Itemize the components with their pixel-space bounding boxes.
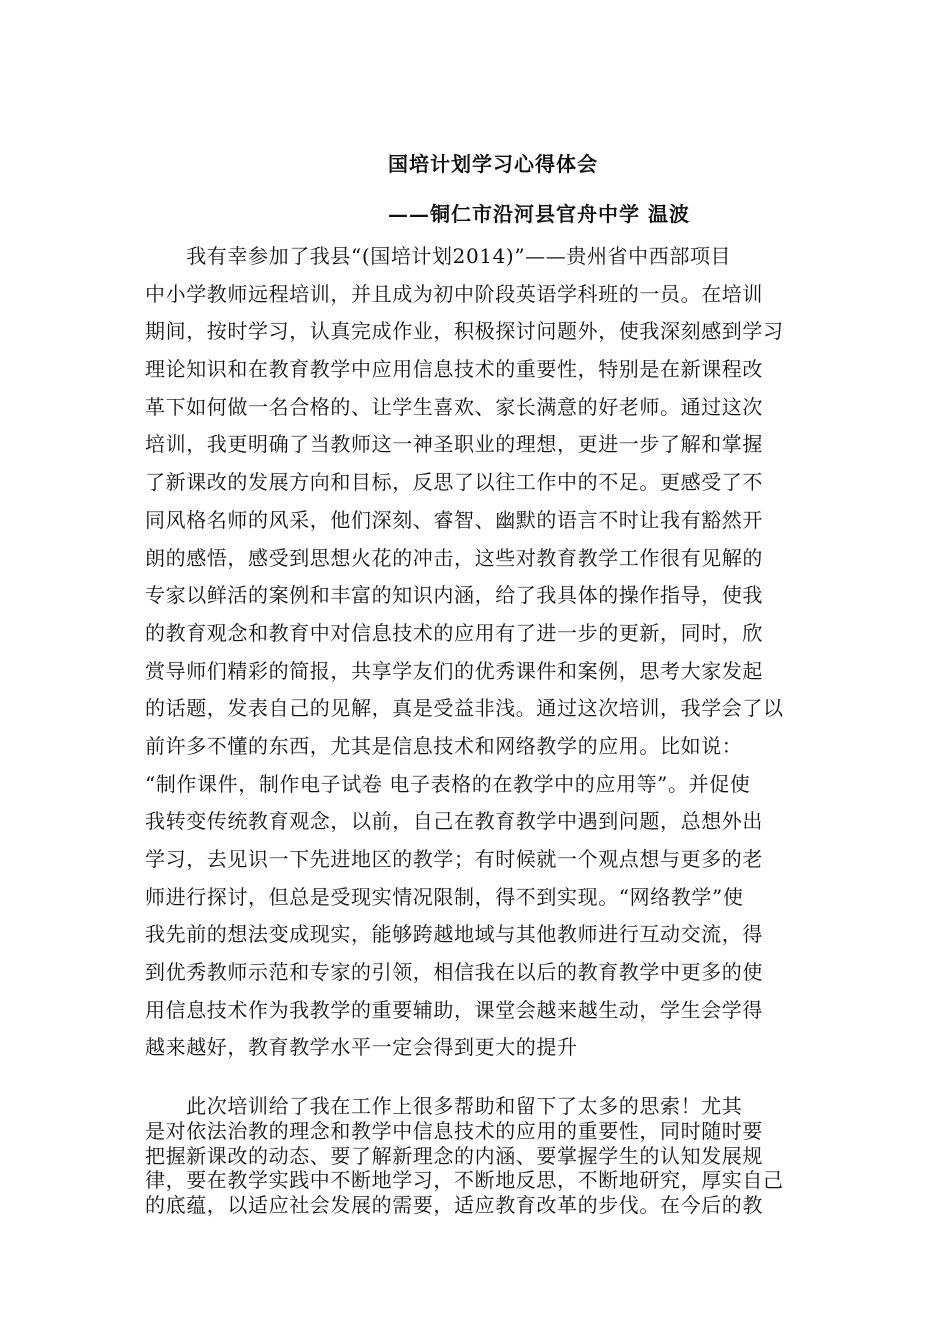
paragraph-line: 理论知识和在教育教学中应用信息技术的重要性，特别是在新课程改 — [145, 357, 763, 382]
paragraph-line: 学习，去见识一下先进地区的教学；有时候就一个观点想与更多的老 — [145, 847, 763, 871]
paragraph-line: 越来越好，教育教学水平一定会得到更大的提升 — [145, 1035, 578, 1060]
paragraph-line: 赏导师们精彩的简报，共享学友们的优秀课件和案例，思考大家发起 — [145, 658, 763, 683]
document-title: 国培计划学习心得体会 — [388, 152, 598, 176]
paragraph-line: 的教育观念和教育中对信息技术的应用有了进一步的更新，同时，欣 — [145, 620, 763, 645]
paragraph-line: “制作课件，制作电子试卷 电子表格的在教学中的应用等”。并促使 — [145, 771, 751, 796]
paragraph-line: 的底蕴，以适应社会发展的需要，适应教育改革的步伐。在今后的教 — [145, 1193, 763, 1218]
paragraph-line: 的话题，发表自己的见解，真是受益非浅。通过这次培训，我学会了以 — [145, 696, 784, 721]
paragraph-line: 革下如何做一名合格的、让学生喜欢、家长满意的好老师。通过这次 — [145, 394, 763, 419]
paragraph-line: 朗的感悟，感受到思想火花的冲击，这些对教育教学工作很有见解的 — [145, 545, 763, 570]
paragraph-line: 是对依法治教的理念和教学中信息技术的应用的重要性，同时随时要 — [145, 1118, 763, 1143]
paragraph-line: 期间，按时学习，认真完成作业，积极探讨问题外，使我深刻感到学习 — [145, 319, 784, 344]
document-subtitle: ——铜仁市沿河县官舟中学 温波 — [388, 202, 690, 226]
paragraph-line: 师进行探讨，但总是受现实情况限制，得不到实现。“网络教学”使 — [145, 884, 744, 909]
paragraph-2 — [145, 1094, 813, 1218]
paragraph-line: 专家以鲜活的案例和丰富的知识内涵，给了我具体的操作指导，使我 — [145, 583, 763, 608]
paragraph-line: 到优秀教师示范和专家的引领，相信我在以后的教育教学中更多的使 — [145, 960, 763, 985]
paragraph-line: 我先前的想法变成现实，能够跨越地域与其他教师进行互动交流，得 — [145, 922, 763, 947]
paragraph-line: 此次培训给了我在工作上很多帮助和留下了太多的思索！尤其 — [145, 1094, 743, 1118]
paragraph-line: 把握新课改的动态、要了解新理念的内涵、要掌握学生的认知发展规 — [145, 1143, 763, 1168]
paragraph-line: 用信息技术作为我教学的重要辅助，课堂会越来越生动，学生会学得 — [145, 997, 763, 1022]
paragraph-1 — [145, 238, 813, 1067]
paragraph-line: 培训，我更明确了当教师这一神圣职业的理想，更进一步了解和掌握 — [145, 432, 763, 457]
paragraph-line: 律，要在教学实践中不断地学习，不断地反思，不断地研究，厚实自己 — [145, 1168, 784, 1193]
paragraph-line: 同风格名师的风采，他们深刻、睿智、幽默的语言不时让我有豁然开 — [145, 507, 763, 532]
paragraph-line: 中小学教师远程培训，并且成为初中阶段英语学科班的一员。在培训 — [145, 281, 763, 306]
paragraph-line: 我转变传统教育观念，以前，自己在教育教学中遇到问题，总想外出 — [145, 809, 763, 834]
paragraph-line: 前许多不懂的东西，尤其是信息技术和网络教学的应用。比如说： — [145, 733, 743, 758]
paragraph-line: 了新课改的发展方向和目标，反思了以往工作中的不足。更感受了不 — [145, 470, 763, 495]
paragraph-line: 我有幸参加了我县“(国培计划2014)”——贵州省中西部项目 — [145, 244, 732, 268]
